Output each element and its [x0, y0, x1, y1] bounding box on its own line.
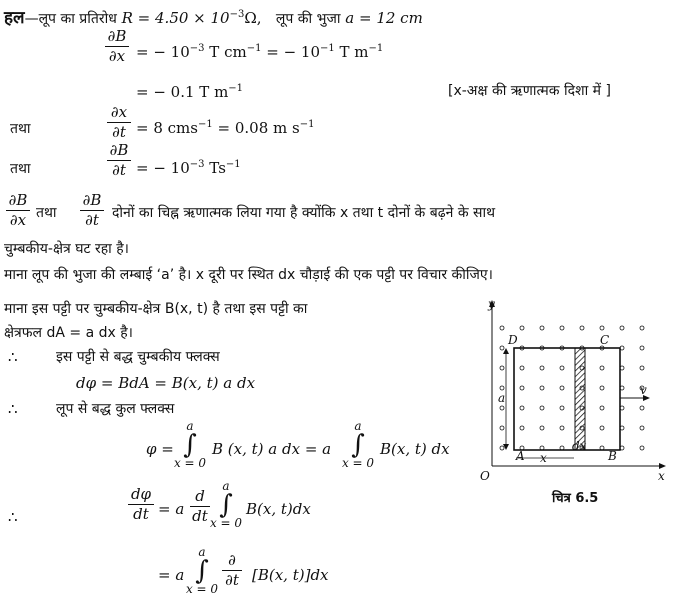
- field-dot: [520, 326, 524, 330]
- assumption-line: माना लूप की भुजा की लम्बाई ‘a’ है। x दूरी पर स्थित dx चौड़ाई की एक पट्टी पर विचार कीजिए।: [4, 267, 493, 283]
- label-C: C: [600, 333, 610, 347]
- eq2-rhs: = − 0.1 T $m^{-1}$: [136, 83, 244, 101]
- eq3-label: तथा: [10, 121, 31, 137]
- field-dot: [640, 326, 644, 330]
- field-dot: [500, 386, 504, 390]
- strip-area-line: क्षेत्रफल dA = a dx है।: [4, 325, 133, 341]
- field-dot: [640, 406, 644, 410]
- field-dot: [540, 326, 544, 330]
- field-dot: [640, 366, 644, 370]
- label-dx: dx: [572, 439, 587, 453]
- integral-2: a ∫ x = 0: [341, 419, 375, 470]
- field-dot: [540, 426, 544, 430]
- field-dot: [580, 326, 584, 330]
- figure-caption: चित्र 6.5: [552, 491, 599, 506]
- label-a: a: [498, 391, 506, 405]
- direction-note: [x-अक्ष की ऋणात्मक दिशा में ]: [448, 83, 611, 99]
- solution-line: हल—लूप का प्रतिरोध $R = 4.50 \times 10^{-3}\Omega$, लूप की भुजा a = 12 cm: [4, 8, 423, 28]
- para-line2: चुम्बकीय-क्षेत्र घट रहा है।: [4, 241, 129, 257]
- field-dot: [560, 366, 564, 370]
- field-dot: [520, 386, 524, 390]
- field-dot: [600, 326, 604, 330]
- strip-field-line: माना इस पट्टी पर चुम्बकीय-क्षेत्र B(x, t) है तथा इस पट्टी का: [4, 301, 308, 317]
- field-dot: [520, 366, 524, 370]
- para-sign-text: दोनों का चिह्न ऋणात्मक लिया गया है क्योंकि x तथा t दोनों के बढ़ने के साथ: [112, 205, 496, 221]
- field-dot: [600, 366, 604, 370]
- dphi-dt-fraction: dφ dt: [128, 486, 154, 523]
- field-dot: [640, 446, 644, 450]
- label-B: B: [608, 449, 617, 463]
- field-dot: [500, 326, 504, 330]
- phi-lhs: φ =: [146, 440, 174, 458]
- dB-dt-fraction: ∂B ∂t: [107, 142, 131, 179]
- therefore-2: ∴: [8, 400, 18, 418]
- field-dot: [620, 326, 624, 330]
- label-D: D: [508, 333, 518, 347]
- figure-6-5: [478, 298, 668, 488]
- eq3-rhs: = 8 cms$^{-1}$ = 0.08 m $s^{-1}$: [136, 119, 315, 137]
- therefore-1: ∴: [8, 348, 18, 366]
- field-dot: [560, 426, 564, 430]
- side-value: a = 12 cm: [345, 9, 423, 27]
- origin-label: O: [480, 469, 490, 483]
- strip: [575, 348, 585, 450]
- field-dot: [540, 366, 544, 370]
- field-dot: [600, 386, 604, 390]
- integral-1: a ∫ x = 0: [173, 419, 207, 470]
- deriv-eq-a: = a: [158, 500, 185, 518]
- para-dB-dt-fraction: ∂B ∂t: [80, 192, 104, 229]
- integral-3: a ∫ x = 0: [209, 479, 243, 530]
- field-dot: [540, 386, 544, 390]
- field-dot: [640, 426, 644, 430]
- field-dots: [500, 326, 644, 450]
- therefore-3: ∴: [8, 508, 18, 526]
- field-dot: [500, 406, 504, 410]
- field-dot: [600, 426, 604, 430]
- field-dot: [560, 406, 564, 410]
- strip-flux-eq: dφ = BdA = B(x, t) a dx: [76, 374, 256, 392]
- deriv-integrand: B(x, t)dx: [246, 500, 311, 518]
- field-dot: [500, 366, 504, 370]
- d-dt-fraction: d dt: [190, 488, 210, 525]
- loop-flux-text: लूप से बद्ध कुल फ्लक्स: [56, 401, 175, 417]
- side-label: लूप की भुजा: [275, 11, 341, 27]
- eq4-rhs: = − $10^{-3}$ $Ts^{-1}$: [136, 159, 241, 177]
- strip-flux-text: इस पट्टी से बद्ध चुम्बकीय फ्लक्स: [56, 349, 220, 365]
- phi-middle: B (x, t) a dx = a: [212, 440, 332, 458]
- field-dot: [520, 426, 524, 430]
- field-dot: [520, 406, 524, 410]
- field-dot: [560, 386, 564, 390]
- field-dot: [640, 346, 644, 350]
- deriv-integrand-2: [B(x, t)]dx: [252, 566, 329, 584]
- solution-heading: हल: [4, 8, 25, 28]
- resistance-label: —लूप का प्रतिरोध: [24, 11, 117, 27]
- phi-end: B(x, t) dx: [380, 440, 450, 458]
- eq4-label: तथा: [10, 161, 31, 177]
- field-dot: [540, 406, 544, 410]
- dB-dx-fraction: ∂B ∂x: [105, 28, 129, 65]
- eq1-rhs: = − $10^{-3}$ T $cm^{-1}$ = − $10^{-1}$ T $m^{-1}$: [136, 43, 384, 61]
- partial-dt-fraction: ∂ ∂t: [222, 552, 242, 589]
- integral-4: a ∫ x = 0: [185, 545, 219, 596]
- y-axis-label: y: [488, 298, 495, 311]
- deriv-eq2-a: = a: [158, 566, 185, 584]
- field-dot: [500, 426, 504, 430]
- label-x: x: [540, 451, 547, 465]
- field-dot: [600, 406, 604, 410]
- loop-rect: [514, 348, 620, 450]
- field-dot: [560, 326, 564, 330]
- para-mid-text: तथा: [36, 205, 57, 221]
- resistance-value: R = 4.50 × 10: [121, 9, 230, 27]
- field-dot: [500, 446, 504, 450]
- field-dot: [500, 346, 504, 350]
- dx-dt-fraction: ∂x ∂t: [107, 104, 131, 141]
- x-axis-label: x: [658, 469, 665, 483]
- label-v: v: [640, 383, 647, 397]
- para-dB-dx-fraction: ∂B ∂x: [6, 192, 30, 229]
- label-A: A: [516, 449, 525, 463]
